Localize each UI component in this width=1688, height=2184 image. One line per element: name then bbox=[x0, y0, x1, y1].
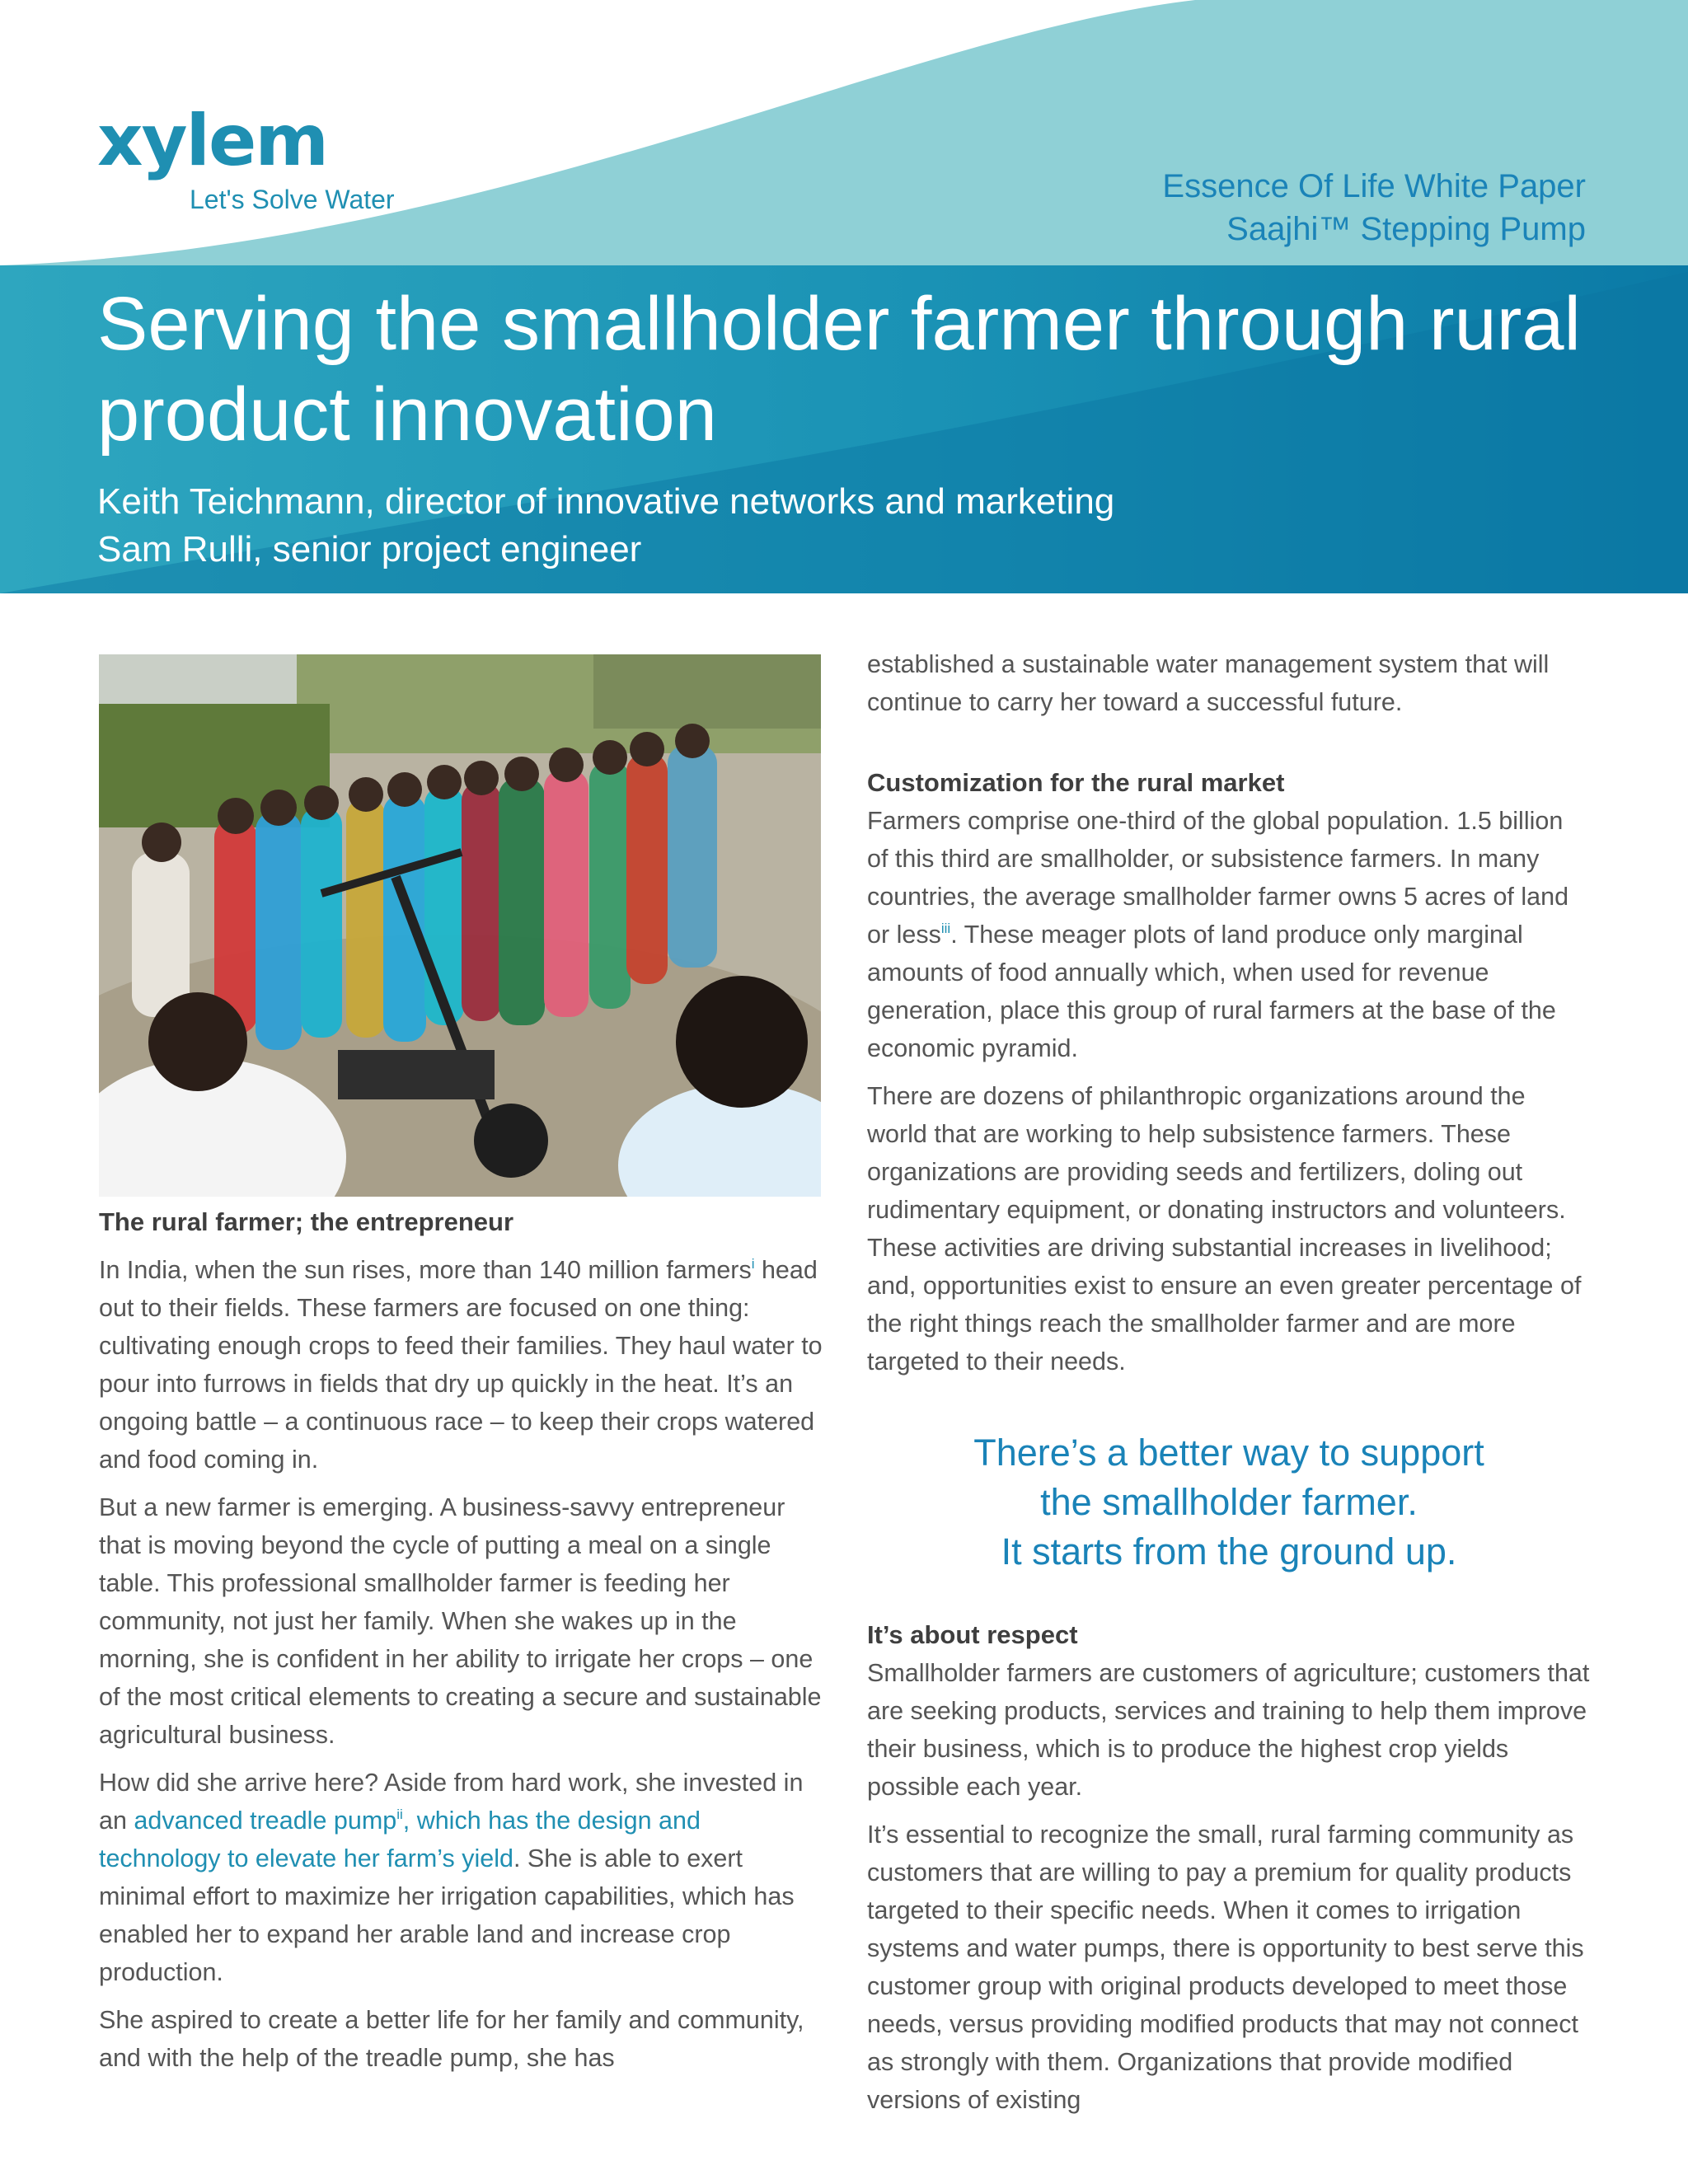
paragraph bbox=[867, 802, 1591, 1067]
section-heading-customization: Customization for the rural market bbox=[867, 768, 1285, 797]
paragraph bbox=[99, 1251, 824, 1479]
photo-women-farmers-with-stepping-pump-icon bbox=[99, 654, 821, 1197]
paragraph-text: head out to their fields. These farmers are focused on one thing: cultivating enough crops to feed their families. They haul water to pour into furrows in fields that dry up quickly in the heat. It’s an ongoing battle – a continuous race – to keep their crops watered and food coming in. bbox=[99, 1256, 823, 1474]
paragraph-text: . She is able to exert minimal effort to maximize her irrigation capabilities, which has enabled her to expand her arable land and increase crop production. bbox=[99, 1844, 795, 1986]
paragraph: But a new farmer is emerging. A business-savvy entrepreneur that is moving beyond the cycle of putting a meal on a single table. This professional smallholder farmer is feeding her community, not just her family. When she wakes up in the morning, she is confident in her ability to irrigate her crops – one of the most critical elements to creating a secure and sustainable agricultural business. bbox=[99, 1493, 822, 1749]
paper-series bbox=[1162, 165, 1586, 251]
paragraph bbox=[99, 1764, 824, 1991]
paragraph: She aspired to create a better life for her family and community, and with the help of the treadle pump, she has bbox=[99, 2006, 804, 2072]
pull-quote-line: It starts from the ground up. bbox=[1001, 1530, 1457, 1572]
pull-quote-line: There’s a better way to support bbox=[973, 1432, 1484, 1474]
paragraph-text: Farmers comprise one-third of the global population. 1.5 billion of this third are smallholder, or subsistence farmers. In many countries, the average smallholder farmer owns 5 acres of land or less bbox=[867, 807, 1569, 949]
logo-wordmark: xylem bbox=[97, 100, 327, 182]
pull-quote-line: the smallholder farmer. bbox=[1040, 1481, 1418, 1523]
xylem-logo bbox=[97, 100, 395, 214]
pull-quote bbox=[867, 1428, 1591, 1577]
right-column bbox=[867, 645, 1591, 2129]
section-heading-respect: It’s about respect bbox=[867, 1620, 1078, 1649]
footnote-ref[interactable]: ii bbox=[396, 1807, 403, 1822]
paragraph: Smallholder farmers are customers of agriculture; customers that are seeking products, services and training to help them improve their business, which is to produce the highest crop yields possible each year. bbox=[867, 1659, 1590, 1801]
footnote-ref[interactable]: i bbox=[751, 1256, 755, 1272]
author-1: Keith Teichmann, director of innovative networks and marketing bbox=[97, 481, 1115, 522]
footnote-ref[interactable]: iii bbox=[940, 921, 951, 936]
link-text[interactable]: advanced treadle pump bbox=[134, 1807, 397, 1835]
paragraph: established a sustainable water management system that will continue to carry her toward a successful future. bbox=[867, 650, 1550, 716]
author-2: Sam Rulli, senior project engineer bbox=[97, 529, 642, 569]
series-name: Essence Of Life White Paper bbox=[1162, 168, 1586, 204]
page-title: Serving the smallholder farmer through rural product innovation bbox=[97, 282, 1581, 457]
authors bbox=[97, 478, 1581, 574]
paragraph: It’s essential to recognize the small, rural farming community as customers that are willing to pay a premium for quality products targeted to their specific needs. When it comes to irrigation systems and water pumps, there is opportunity to best serve this customer group with original products developed to meet those needs, versus providing modified products that may not connect as strongly with them. Organizations that provide modified versions of existing bbox=[867, 1821, 1584, 2114]
paragraph-text: In India, when the sun rises, more than 140 million farmers bbox=[99, 1256, 752, 1284]
link-text[interactable]: , which has the design and technology to elevate her farm’s yield bbox=[99, 1807, 701, 1872]
section-heading-rural-farmer: The rural farmer; the entrepreneur bbox=[99, 1207, 514, 1236]
paragraph-text: How did she arrive here? Aside from hard work, she invested in an bbox=[99, 1769, 804, 1835]
logo-tagline: Let's Solve Water bbox=[190, 185, 395, 214]
left-column bbox=[99, 1203, 824, 2087]
paragraph-text: . These meager plots of land produce only marginal amounts of food annually which, when used for revenue generation, place this group of rural farmers at the base of the economic pyramid. bbox=[867, 921, 1556, 1062]
farmers-photo bbox=[99, 654, 821, 1197]
product-name: Saajhi™ Stepping Pump bbox=[1226, 211, 1586, 247]
paragraph: There are dozens of philanthropic organizations around the world that are working to help subsistence farmers. These organizations are providing seeds and fertilizers, doling out rudimentary equipment, or donating instructors and volunteers. These activities are driving substantial increases in livelihood; and, opportunities exist to ensure an even greater percentage of the right things reach the smallholder farmer and are more targeted to their needs. bbox=[867, 1082, 1582, 1376]
